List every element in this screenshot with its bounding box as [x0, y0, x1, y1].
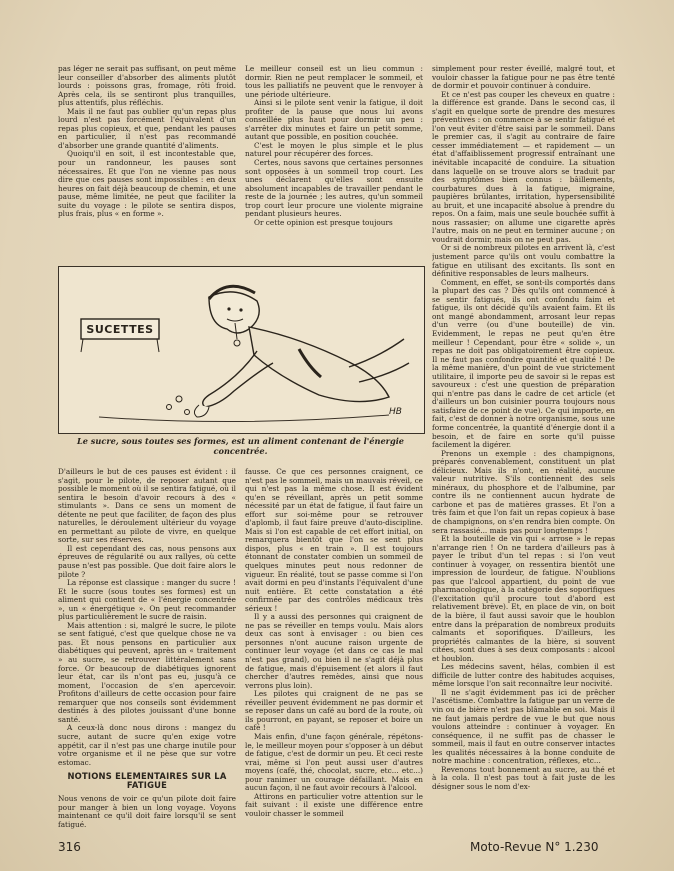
page-number: 316	[58, 840, 81, 854]
cartoon-illustration	[58, 266, 425, 434]
paragraph: Or cette opinion est presque toujours	[254, 217, 393, 227]
paragraph: Il y a aussi des personnes qui craignent de ne pas se réveiller en temps voulu. Mais alors deux cas sont à envisager : ou bien ces personnes n'ont aucune raison urgente de continuer leur voyage (et dans ce cas le mal n'est pas grand), ou bien il ne s'agit déjà plus de fatigue, mais d'épuisement (et alors il faut chercher d'autres remèdes, ainsi que nous verrons plus loin).	[245, 612, 423, 690]
column-5	[245, 468, 423, 840]
paragraph: pas léger ne serait pas suffisant, on peut même leur conseiller d'absorber des aliments plutôt lourds : poissons gras, fromage, rôti froid. Après cela, ils se sentiront plus tranquilles, plus attentifs, plus réfléchis.	[58, 65, 236, 108]
paragraph: Quoiqu'il en soit, il est incontestable que, pour un randonneur, les pauses sont nécessaires. Et que l'on ne vienne pas nous dire que ces pauses sont impossibles : en deux heures on fait déjà beaucoup de chemin, et une pause, même limitée, ne peut que faciliter la suite du voyage : le pilote se sentira dispos, plus frais, plus « en forme ».	[58, 149, 236, 219]
cartoon-drawing	[59, 267, 424, 433]
magazine-issue: Moto-Revue N° 1.230	[470, 840, 599, 854]
paragraph: Attirons en particulier votre attention sur le fait suivant : il existe une différence entre vouloir chasser le sommeil	[245, 791, 423, 818]
paragraph: Il ne s'agit évidemment pas ici de prêcher l'ascétisme. Combattre la fatigue par un verre de vin ou de bière n'est pas blâmable en soi. Mais il ne faut jamais perdre de vue le but que nous voulons atteindre : continuer à voyager. En conséquence, il ne suffit pas de chasser le sommeil, mais il faut en outre conserver intactes les qualités nécessaires à la bonne conduite de notre machine : concentration, réflexes, etc...	[432, 687, 615, 766]
paragraph: Mais enfin, d'une façon générale, répétons-le, le meilleur moyen pour s'opposer à un début de fatigue, c'est de dormir un peu. Et ceci reste vrai, même si l'on peut aussi user d'autres moyens (café, thé, chocolat, sucre, etc... etc...) pour ranimer un courage défaillant. Mais en aucun façon, il ne faut avoir recours à l'alcool.	[245, 731, 423, 793]
paragraph: Ainsi si le pilote sent venir la fatigue, il doit profiter de la pause que nous lui avons conseillée plus haut pour dormir un peu : s'arrêter dix minutes et faire un petit somme, autant que possible, en position couchée.	[245, 98, 423, 142]
paragraph: Comment, en effet, se sont-ils comportés dans la plupart des cas ? Dès qu'ils ont commencé à se sentir fatigués, ils ont confondu faim et fatigue, ils ont décidé qu'ils avaient faim. Et ils ont mangé abondamment, arrosant leur repas d'un verre (ou d'une bouteille) de vin. Evidemment, le repas ne peut qu'en être meilleur ! Cependant, pour être « solide », un repas ne doit pas obligatoirement être copieux. Il ne faut pas confondre quantité et qualité ! De la même manière, d'un point de vue strictement utilitaire, il importe peu de savoir si le repas est savoureux : c'est une question de préparation qui n'entre pas dans le cadre de cet article (et d'ailleurs un bon cuisinier pourra toujours nous satisfaire de ce point de vue). Ce qui importe, en fait, c'est de donner à notre organisme, sous une forme concentrée, la quantité d'énergie dont il a besoin, et de faire en sorte qu'il puisse facilement la digérer.	[432, 277, 615, 450]
sign-text: SUCETTES	[86, 322, 154, 336]
paragraph: Prenons un exemple : des champignons, préparés convenablement, constituent un plat délicieux. Mais ils n'ont, en réalité, aucune valeur nutritive. S'ils contiennent des sels minéraux, du phosphore et de l'albumine, par contre ils ne contiennent aucun hydrate de carbone et pas de matières grasses. Et l'on a très faim et que l'on fait un repas copieux à base de champignons, on s'en rendra bien compte. On sera rassasié... mais pas pour longtemps !	[432, 448, 615, 535]
paragraph: Certes, nous savons que certaines personnes sont opposées à un sommeil trop court. Les unes déclarent qu'elles sont ensuite absolument incapables de travailler pendant le reste de la journée ; les autres, qu'un sommeil trop court leur procure une violente migraine pendant plusieurs heures.	[245, 158, 423, 219]
paragraph: Et ce n'est pas couper les cheveux en quatre : la différence est grande. Dans le second cas, il s'agit en quelque sorte de prendre des mesures préventives : on commence à se sentir fatigué et l'on veut éviter d'être saisi par le sommeil. Dans le premier cas, il s'agit au contraire de faire cesser immédiatement — et rapidement — un état d'affaiblissement progressif entraînant une inévitable incapacité de conduire. La situation dans laquelle on se trouve alors se traduit par des symptômes bien connus : bâillements, courbatures dues à la fatigue, migraine, paupières brûlantes, irritation, hypersensibilité au bruit, et une incapacité absolue à prendre du repos. On a faim, mais une seule bouchée suffit à nous rassasier; on allume une cigarette après l'autre, mais on ne peut en terminer aucune ; on voudrait dormir, mais on ne peut pas.	[432, 89, 615, 244]
illustration-caption: Le sucre, sous toutes ses formes, est un aliment contenant de l'énergie concentrée.	[76, 436, 405, 456]
paragraph: D'ailleurs le but de ces pauses est évident : il s'agit, pour le pilote, de reposer autant que possible le moment où il se sentira fatigué, où il sentira le besoin d'avoir recours à des « stimulants ». Dans ce sens un moment de détente ne peut que faciliter, de façon des plus naturelles, le déroulement ultérieur du voyage en permettant au pilote de vivre, en quelque sorte, sur ses réserves.	[58, 468, 236, 545]
paragraph: Or si de nombreux pilotes en arrivent là, c'est justement parce qu'ils ont voulu combattre la fatigue en utilisant des excitants. Ils sont en définitive responsables de leurs malheurs.	[432, 243, 615, 279]
paragraph: simplement pour rester éveillé, malgré tout, et vouloir chasser la fatigue pour ne pas être tenté de dormir et pouvoir continuer à conduire.	[432, 65, 615, 91]
column-2	[245, 65, 423, 261]
paragraph: Nous venons de voir ce qu'un pilote doit faire pour manger à bien un long voyage. Voyons maintenant ce qu'il doit faire lorsqu'il se sent fatigué.	[58, 794, 236, 829]
paragraph: Et la bouteille de vin qui « arrose » le repas n'arrange rien ! On ne tardera d'ailleurs pas à payer le tribut d'un tel repas : si l'on veut continuer à voyager, on ressentira bientôt une impression de lourdeur, de fatigue. N'oublions pas que l'alcool appartient, du point de vue pharmacologique, à la catégorie des soporifiques (l'excitation qu'il procure tout d'abord est relativement brève). Et, en place de vin, on boit de la bière, il faut aussi savoir que le houblon entre dans la préparation de nombreux produits calmants et soporifiques. D'ailleurs, les propriétés calmantes de la bière, si souvent citées, sont dues à ses deux composants : alcool et houblon.	[432, 534, 615, 663]
paragraph: Les médecins savent, hélas, combien il est difficile de lutter contre des habitudes acquises, même lorsque l'on sait reconnaître leur nocivité.	[432, 662, 615, 689]
paragraph: Mais il ne faut pas oublier qu'un repas plus lourd n'est pas forcément l'équivalent d'un repas plus copieux, et que, pendant les pauses en particulier, il n'est pas recommandé d'absorber une grande quantité d'aliments.	[58, 106, 236, 150]
column-1	[58, 65, 236, 261]
paragraph: fausse. Ce que ces personnes craignent, ce n'est pas le sommeil, mais un mauvais réveil, ce qui n'est pas la même chose. Il est évident qu'en se réveillant, après un petit somme nécessité par un état de fatigue, il faut faire un effort sur soi-même pour se retrouver d'aplomb, il faut faire preuve d'auto-discipline. Mais si l'on est capable de cet effort initial, on remarquera bientôt que l'on se sent plus dispos, plus « en train ». Il est toujours étonnant de constater combien un sommeil de quelques minutes peut nous redonner de vigueur. En réalité, tout se passe comme si l'on avait dormi en peu d'instants l'équivalent d'une nuit entière. Et cette constatation a été confirmée par des contrôles médicaux très sérieux !	[245, 468, 423, 613]
paragraph: Les pilotes qui craignent de ne pas se réveiller peuvent évidemment ne pas dormir et se reposer dans un café au bord de la route, où ils pourront, en payant, se reposer et boire un café !	[245, 689, 423, 733]
section-heading: NOTIONS ELEMENTAIRES SUR LA FATIGUE	[67, 771, 227, 791]
column-3	[432, 65, 615, 835]
paragraph: C'est le moyen le plus simple et le plus naturel pour récupérer des forces.	[245, 140, 423, 159]
paragraph: Mais attention : si, malgré le sucre, le pilote se sent fatigué, c'est que quelque chose ne va pas. Et nous pensons en particulier aux diabétiques qui peuvent, après un « traitement » au sucre, se retrouver littéralement sans force. Or beaucoup de diabétiques ignorent leur état, car ils n'ont pas eu, jusqu'à ce moment, l'occasion de s'en apercevoir. Profitons d'ailleurs de cette occasion pour faire remarquer que nos conseils sont évidemment destinés à des pilotes jouissant d'une bonne santé.	[58, 620, 236, 724]
paragraph: Revenons tout bonnement au sucre, au thé et à la cola. Il n'est pas tout à fait juste de les désigner sous le nom d'ex-	[432, 764, 615, 791]
paragraph: Le meilleur conseil est un lieu commun : dormir. Rien ne peut remplacer le sommeil, et tous les palliatifs ne peuvent que le renvoyer à une période ultérieure.	[245, 65, 423, 99]
column-4	[58, 468, 236, 840]
paragraph: La réponse est classique : manger du sucre ! Et le sucre (sous toutes ses formes) est un aliment qui contient de « l'énergie concentrée », un « énergétique ». On peut recommander plus particulièrement le sucre de raisin.	[58, 578, 236, 622]
paragraph: Il est cependant des cas, nous pensons aux épreuves de régularité ou aux rallyes, où cette pause n'est pas possible. Que doit faire alors le pilote ?	[58, 543, 236, 579]
illustrator-signature: HB	[389, 407, 402, 417]
paragraph: A ceux-là donc nous dirons : mangez du sucre, autant de sucre qu'en exige votre appétit, car il n'est pas une charge inutile pour votre organisme et il ne pèse que sur votre estomac.	[58, 723, 236, 767]
